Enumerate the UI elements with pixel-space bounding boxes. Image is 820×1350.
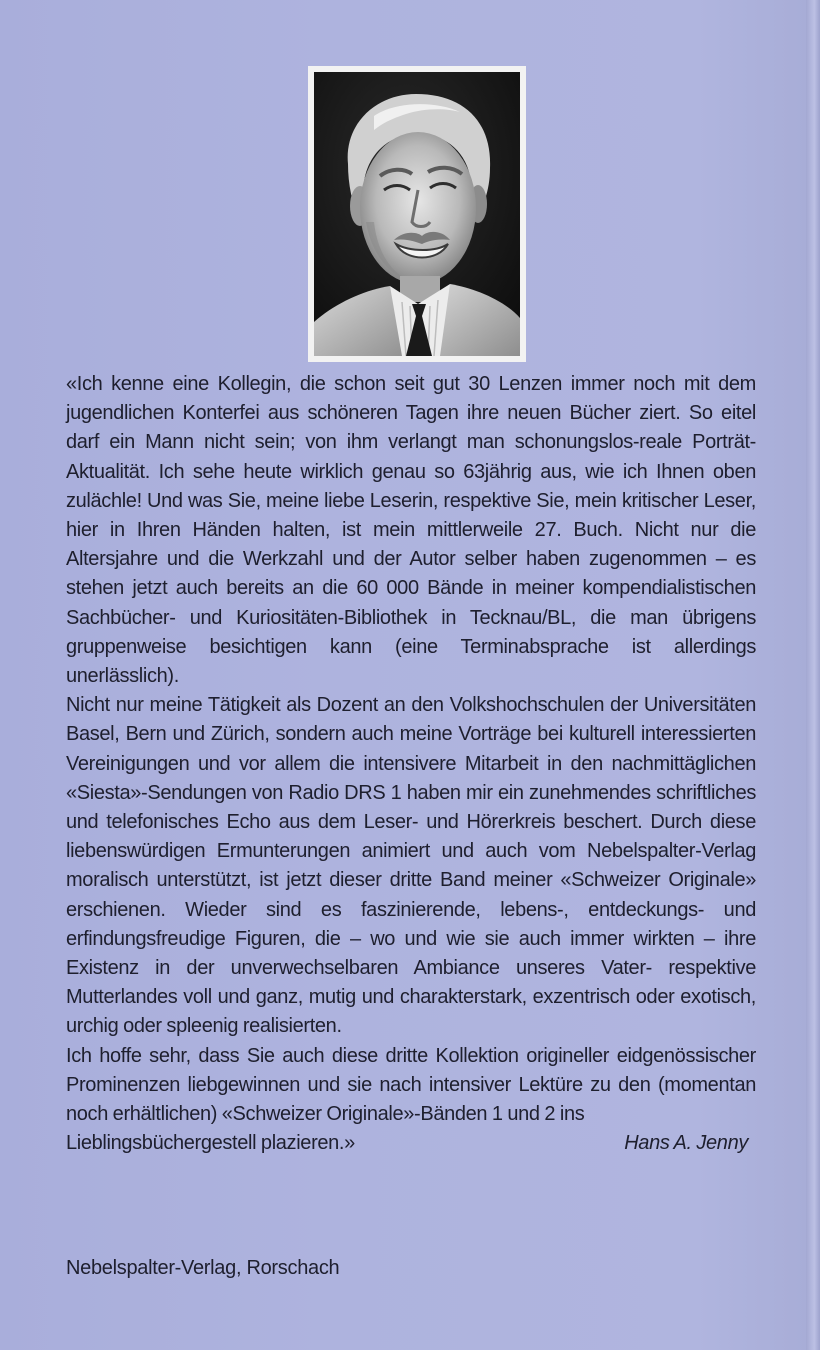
closing-line-row [66, 1129, 756, 1158]
author-portrait-frame [308, 66, 526, 362]
closing-line: Lieblingsbüchergestell plazieren.» [66, 1132, 355, 1155]
author-statement [66, 370, 756, 1158]
author-portrait-photo [314, 72, 520, 356]
author-signature: Hans A. Jenny [624, 1132, 748, 1155]
publisher-imprint: Nebelspalter-Verlag, Rorschach [66, 1257, 340, 1279]
statement-paragraph-3: Ich hoffe sehr, dass Sie auch diese dritte Kollektion origineller eidgenössischer Prominenzen liebgewinnen und sie nach intensiver Lektüre zu den (momentan noch erhältlichen) «Schweizer Originale»-Bänden 1 und 2 ins [66, 1044, 756, 1126]
statement-paragraph-2: Nicht nur meine Tätigkeit als Dozent an den Volkshochschulen der Universitäten Basel, Bern und Zürich, sondern auch meine Vorträge bei kulturell interessierten Vereinigungen und vor allem die intensivere Mitarbeit in den nachmittäglichen «Siesta»-Sendungen von Radio DRS 1 haben mir ein zunehmendes schriftliches und telefonisches Echo aus dem Leser- und Hörerkreis beschert. Durch diese liebenswürdigen Ermunterungen animiert und auch vom Nebelspalter-Verlag moralisch unterstützt, ist jetzt dieser dritte Band meiner «Schweizer Originale» erschienen. Wieder sind es faszinierende, lebens-, entdeckungs- und erfindungsfreudige Figuren, die – wo und wie sie auch immer wirkten – ihre Existenz in der unverwechselbaren Ambiance unseres Vater- respektive Mutterlandes voll und ganz, mutig und charakterstark, exzentrisch oder exotisch, urchig oder spleenig realisierten. [66, 694, 756, 1038]
book-spine-edge [806, 0, 820, 1350]
statement-paragraph-1: «Ich kenne eine Kollegin, die schon seit gut 30 Lenzen immer noch mit dem jugendlichen Konterfei aus schöneren Tagen ihre neuen Bücher ziert. So eitel darf ein Mann nicht sein; von ihm verlangt man schonungslos-reale Porträt-Aktualität. Ich sehe heute wirklich genau so 63jährig aus, wie ich Ihnen oben zulächle! Und was Sie, meine liebe Leserin, respektive Sie, mein kritischer Leser, hier in Ihren Händen halten, ist mein mittlerweile 27. Buch. Nicht nur die Altersjahre und die Werkzahl und der Autor selber haben zugenommen – es stehen jetzt auch bereits an die 60 000 Bände in meiner kompendialistischen Sachbücher- und Kuriositäten-Bibliothek in Tecknau/BL, die man übrigens gruppenweise besichtigen kann (eine Terminabsprache ist allerdings unerlässlich). [66, 373, 756, 688]
